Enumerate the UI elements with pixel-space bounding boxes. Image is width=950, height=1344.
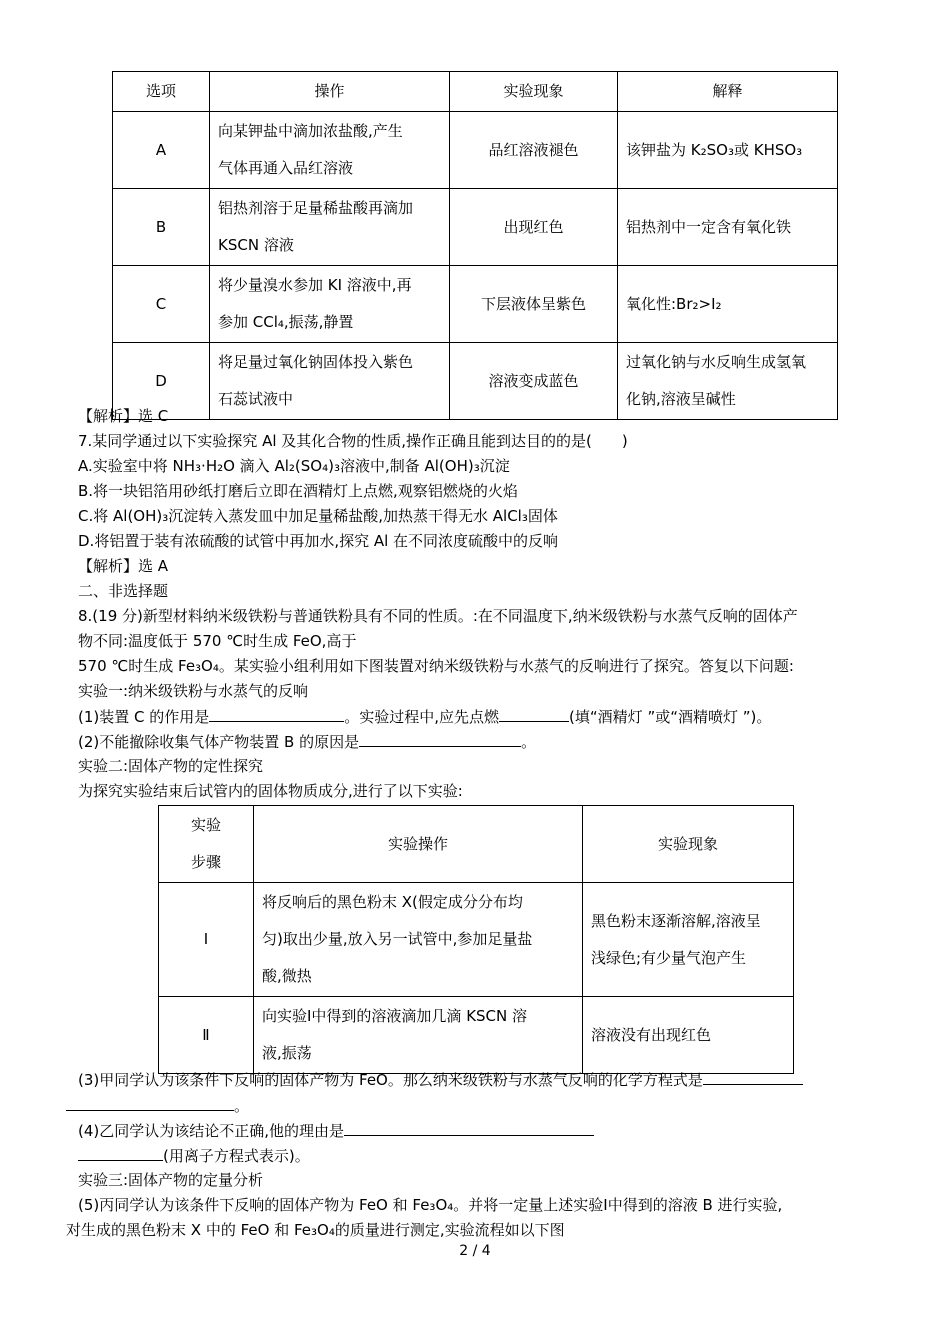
sub-question-4-cont: (用离子方程式表示)。 xyxy=(78,1144,310,1167)
header-operation: 实验操作 xyxy=(254,806,583,883)
experiment-1-heading: 实验一:纳米级铁粉与水蒸气的反响 xyxy=(78,682,309,700)
question-7: 7.某同学通过以下实验探究 Al 及其化合物的性质,操作正确且能到达目的的是( ) xyxy=(78,432,628,450)
operation-cell: 向某钾盐中滴加浓盐酸,产生 气体再通入品红溶液 xyxy=(210,112,450,189)
page-number: 2 / 4 xyxy=(459,1243,491,1259)
experiment-2-heading: 实验二:固体产物的定性探究 xyxy=(78,757,264,775)
sub-question-3: (3)甲同学认为该条件下反响的固体产物为 FeO。那么纳米级铁粉与水蒸气反响的化学方程式是 xyxy=(78,1068,803,1091)
operation-cell: 向实验Ⅰ中得到的溶液滴加几滴 KSCN 溶 液,振荡 xyxy=(254,997,583,1074)
answer-line: 【解析】选 C xyxy=(78,407,169,425)
operation-cell: 铝热剂溶于足量稀盐酸再滴加 KSCN 溶液 xyxy=(210,189,450,266)
operation-cell: 将足量过氧化钠固体投入紫色 石蕊试液中 xyxy=(210,343,450,420)
answer-blank[interactable] xyxy=(499,705,569,722)
header-step: 实验 步骤 xyxy=(159,806,254,883)
question-8-text: 570 ℃时生成 Fe₃O₄。某实验小组利用如下图装置对纳米级铁粉与水蒸气的反响进行了探究。答复以下问题: xyxy=(78,657,794,675)
experiment-table xyxy=(158,805,794,1074)
option-cell: A xyxy=(113,112,210,189)
sub-question-1: (1)装置 C 的作用是 。实验过程中,应先点燃 (填“酒精灯 ”或“酒精喷灯 ”)。 xyxy=(78,705,771,728)
header-operation: 操作 xyxy=(210,72,450,112)
answer-blank[interactable] xyxy=(209,705,344,722)
operation-cell: 将反响后的黑色粉末 X(假定成分分布均 匀)取出少量,放入另一试管中,参加足量盐 酸,微热 xyxy=(254,883,583,997)
question-8: 8.(19 分)新型材料纳米级铁粉与普通铁粉具有不同的性质。:在不同温度下,纳米级铁粉与水蒸气反响的固体产 xyxy=(78,607,798,625)
experiment-2-intro: 为探究实验结束后试管内的固体物质成分,进行了以下实验: xyxy=(78,782,463,800)
options-table xyxy=(112,71,838,420)
sub-question-4: (4)乙同学认为该结论不正确,他的理由是 xyxy=(78,1119,594,1142)
phenomenon-cell: 溶液变成蓝色 xyxy=(450,343,618,420)
section-heading: 二、非选择题 xyxy=(78,582,169,600)
choice-a: A.实验室中将 NH₃·H₂O 滴入 Al₂(SO₄)₃溶液中,制备 Al(OH)₃沉淀 xyxy=(78,457,510,475)
step-cell: Ⅱ xyxy=(159,997,254,1074)
table-row xyxy=(159,883,794,997)
sub-question-5: (5)丙同学认为该条件下反响的固体产物为 FeO 和 Fe₃O₄。并将一定量上述实验Ⅰ中得到的溶液 B 进行实验, xyxy=(78,1196,783,1214)
phenomenon-cell: 溶液没有出现红色 xyxy=(583,997,794,1074)
answer-blank[interactable] xyxy=(78,1144,163,1161)
experiment-3-heading: 实验三:固体产物的定量分析 xyxy=(78,1171,264,1189)
header-explanation: 解释 xyxy=(618,72,838,112)
table-row xyxy=(113,266,838,343)
header-option: 选项 xyxy=(113,72,210,112)
answer-blank[interactable] xyxy=(66,1094,234,1111)
option-cell: C xyxy=(113,266,210,343)
answer-blank[interactable] xyxy=(703,1068,803,1085)
sub-question-3-cont: 。 xyxy=(66,1094,249,1117)
phenomenon-cell: 出现红色 xyxy=(450,189,618,266)
explanation-cell: 氧化性:Br₂>I₂ xyxy=(618,266,838,343)
choice-d: D.将铝置于装有浓硫酸的试管中再加水,探究 Al 在不同浓度硫酸中的反响 xyxy=(78,532,559,550)
option-cell: B xyxy=(113,189,210,266)
sub-question-5-cont: 对生成的黑色粉末 X 中的 FeO 和 Fe₃O₄的质量进行测定,实验流程如以下图 xyxy=(66,1221,565,1239)
phenomenon-cell: 下层液体呈紫色 xyxy=(450,266,618,343)
sub-question-2: (2)不能撤除收集气体产物装置 B 的原因是 。 xyxy=(78,730,536,753)
explanation-cell: 铝热剂中一定含有氧化铁 xyxy=(618,189,838,266)
phenomenon-cell: 黑色粉末逐渐溶解,溶液呈 浅绿色;有少量气泡产生 xyxy=(583,883,794,997)
phenomenon-cell: 品红溶液褪色 xyxy=(450,112,618,189)
step-cell: Ⅰ xyxy=(159,883,254,997)
option-cell: D xyxy=(113,343,210,420)
answer-blank[interactable] xyxy=(359,730,521,747)
header-phenomenon: 实验现象 xyxy=(450,72,618,112)
header-phenomenon: 实验现象 xyxy=(583,806,794,883)
answer-line: 【解析】选 A xyxy=(78,557,169,575)
answer-blank[interactable] xyxy=(344,1119,594,1136)
table-row xyxy=(113,112,838,189)
question-8-text: 物不同:温度低于 570 ℃时生成 FeO,高于 xyxy=(78,632,357,650)
table-row xyxy=(113,343,838,420)
table-row xyxy=(113,189,838,266)
choice-b: B.将一块铝箔用砂纸打磨后立即在酒精灯上点燃,观察铝燃烧的火焰 xyxy=(78,482,518,500)
choice-c: C.将 Al(OH)₃沉淀转入蒸发皿中加足量稀盐酸,加热蒸干得无水 AlCl₃固体 xyxy=(78,507,558,525)
operation-cell: 将少量溴水参加 KI 溶液中,再 参加 CCl₄,振荡,静置 xyxy=(210,266,450,343)
explanation-cell: 该钾盐为 K₂SO₃或 KHSO₃ xyxy=(618,112,838,189)
explanation-cell: 过氧化钠与水反响生成氢氧 化钠,溶液呈碱性 xyxy=(618,343,838,420)
table-row xyxy=(159,997,794,1074)
